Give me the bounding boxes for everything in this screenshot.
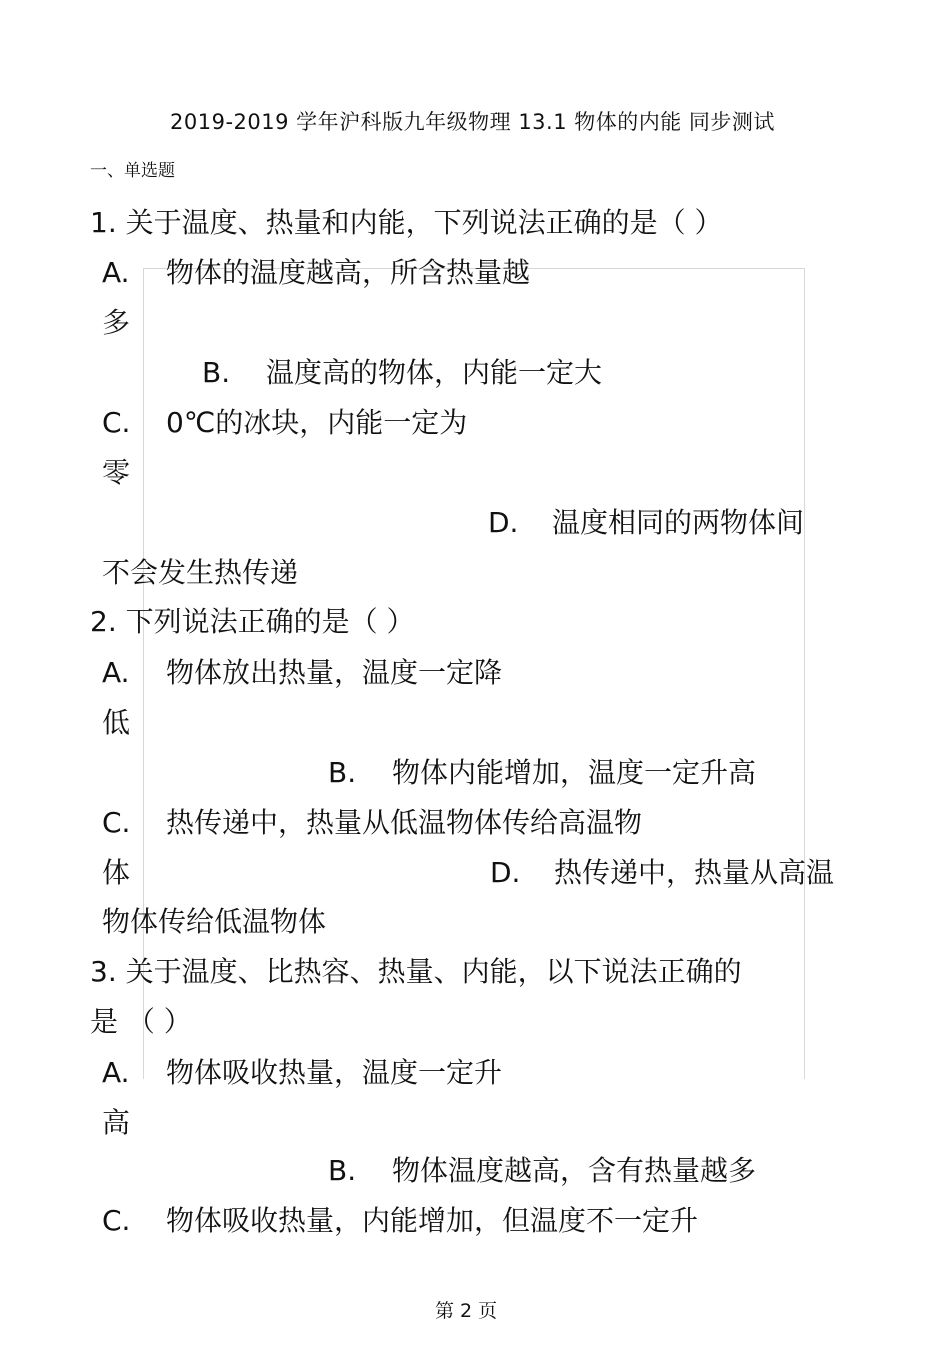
option-label: A. (102, 1056, 130, 1089)
option-text: 热传递中，热量从低温物体传给高温物 (166, 806, 643, 839)
page-number: 第 2 页 (435, 1300, 498, 1322)
option-text: 物体吸收热量，内能增加，但温度不一定升 (166, 1204, 699, 1237)
question-3-option-a-cont: 高 (102, 1106, 131, 1139)
question-2-option-c (102, 801, 642, 841)
question-2-stem: 2. 下列说法正确的是（ ） (90, 605, 415, 638)
question-2-option-c-cont: 体 (102, 856, 131, 889)
question-2-option-a-cont: 低 (102, 706, 131, 739)
option-label: C. (102, 806, 131, 839)
question-2-option-a (102, 651, 502, 691)
option-text: 物体内能增加，温度一定升高 (392, 756, 757, 789)
question-1-stem: 1. 关于温度、热量和内能，下列说法正确的是（ ） (90, 206, 723, 239)
question-3-stem: 3. 关于温度、比热容、热量、内能，以下说法正确的 (90, 955, 742, 988)
option-text: 温度相同的两物体间 (552, 506, 805, 539)
option-text: 温度高的物体，内能一定大 (266, 356, 603, 389)
question-1-option-b (202, 351, 602, 391)
option-text: 热传递中，热量从高温 (554, 856, 835, 889)
question-3-stem-cont: 是 （ ） (90, 1005, 192, 1038)
option-label: D. (488, 506, 519, 539)
option-label: C. (102, 406, 131, 439)
question-1-option-d-cont: 不会发生热传递 (102, 556, 299, 589)
question-1-option-a-cont: 多 (102, 306, 131, 339)
section-heading: 一、单选题 (90, 161, 175, 181)
option-text: 物体温度越高，含有热量越多 (392, 1154, 757, 1187)
option-label: B. (328, 756, 357, 789)
question-2-option-d-cont: 物体传给低温物体 (102, 905, 327, 938)
question-3-option-a (102, 1051, 502, 1091)
option-text: 物体放出热量，温度一定降 (166, 656, 503, 689)
question-3-option-c (102, 1199, 698, 1239)
question-2-option-b (328, 751, 756, 791)
question-2-option-d (490, 851, 834, 891)
question-3-option-b (328, 1149, 756, 1189)
option-label: B. (328, 1154, 357, 1187)
option-label: B. (202, 356, 231, 389)
option-label: A. (102, 656, 130, 689)
option-label: C. (102, 1204, 131, 1237)
option-text: 物体吸收热量，温度一定升 (166, 1056, 503, 1089)
option-text: 物体的温度越高，所含热量越 (166, 256, 531, 289)
question-1-option-d (488, 501, 804, 541)
question-1-option-a (102, 251, 530, 291)
option-label: A. (102, 256, 130, 289)
question-1-option-c (102, 401, 467, 441)
question-1-option-c-cont: 零 (102, 456, 131, 489)
document-title: 2019-2019 学年沪科版九年级物理 13.1 物体的内能 同步测试 (170, 110, 775, 134)
option-label: D. (490, 856, 521, 889)
option-text: 0℃的冰块，内能一定为 (166, 406, 468, 439)
